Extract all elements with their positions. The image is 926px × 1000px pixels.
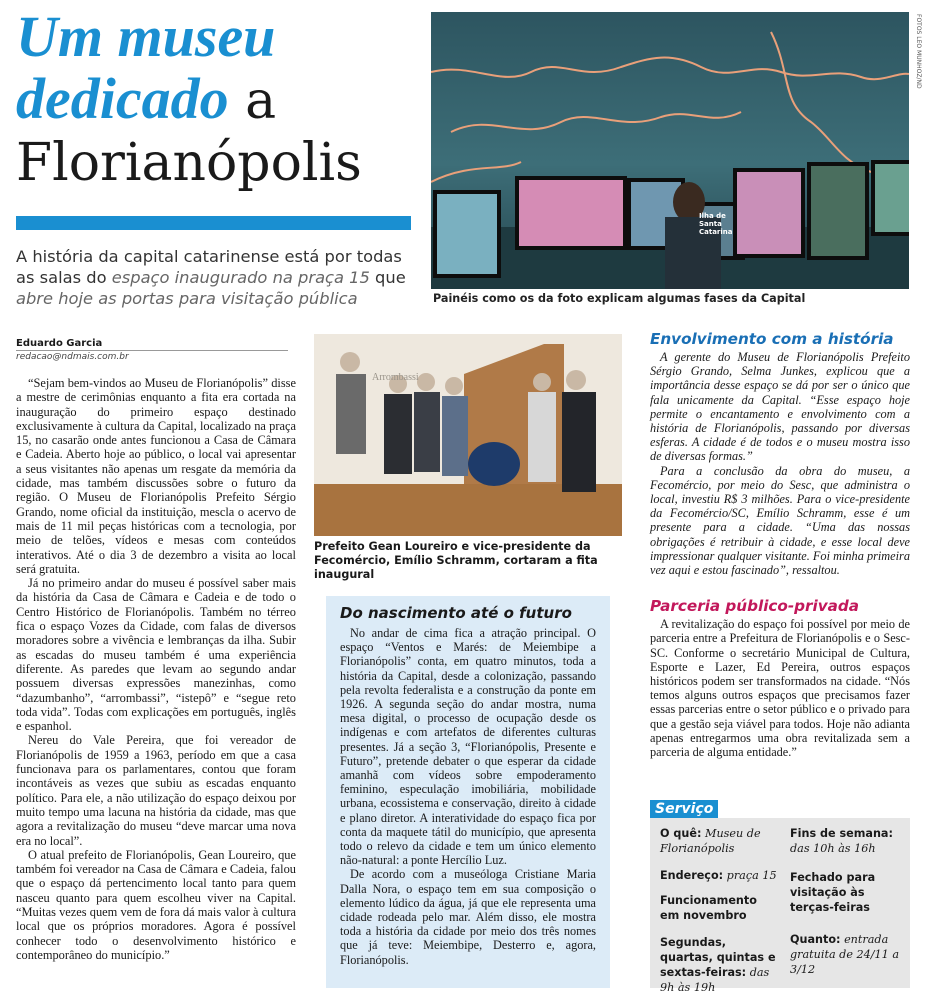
headline-line3: Florianópolis bbox=[16, 133, 362, 193]
servico-what bbox=[660, 826, 778, 856]
servico-weekend-value: das 10h às 16h bbox=[790, 842, 876, 855]
headline-line2 bbox=[16, 68, 416, 132]
headline-line1: Um museu bbox=[16, 4, 276, 69]
body-column-1 bbox=[16, 376, 296, 962]
byline-divider bbox=[16, 350, 288, 351]
servico-price bbox=[790, 932, 902, 977]
box-paragraph: De acordo com a museóloga Cristiane Maria Dalla Nora, o espaço tem em sua composição o elemento lúdico da água, já que ele representa uma cidade rodeada pelo mar. Além disso, ele mostra toda a história da cidade por meio dos três nomes que já teve: Meiembipe, Desterro e, agora, Florianópolis. bbox=[340, 867, 596, 967]
headline bbox=[16, 6, 416, 194]
headline-rule bbox=[16, 216, 411, 230]
servico-address bbox=[660, 868, 778, 883]
subhead-part2: espaço inaugurado na praça 15 bbox=[111, 268, 370, 287]
photo-credit: FOTOS LEO MUNHOZ/ND bbox=[915, 14, 922, 89]
servico-hours-label: Funcionamento em novembro bbox=[660, 894, 757, 922]
wall-text: Arrombassi bbox=[372, 372, 419, 383]
servico-weekdays-value: das 9h às 19h bbox=[660, 966, 770, 994]
servico-box bbox=[650, 818, 910, 994]
body-paragraph: O atual prefeito de Florianópolis, Gean Loureiro, que também foi vereador na Casa de Câmara e Cadeia, falou que o espaço dá pertencimento local tanto para quem nasceu quanto para quem escolheu viver na Capital. “Muitas vezes quem vem de fora dá mais valor à cultura local que os próprios moradores. Agora é possível conhecer todo o desenvolvimento histórico e contemporâneo do município.” bbox=[16, 847, 296, 962]
top-photo-caption: Painéis como os da foto explicam algumas fases da Capital bbox=[433, 292, 806, 305]
author-name: Eduardo Garcia bbox=[16, 338, 103, 349]
headline-line2-blue: dedicado bbox=[16, 66, 229, 131]
servico-weekend-label: Fins de semana: bbox=[790, 827, 893, 840]
ribbon-cutting-photo bbox=[314, 334, 622, 536]
servico-what-label: O quê: bbox=[660, 827, 702, 840]
box-paragraph: No andar de cima fica a atração principal. O espaço “Ventos e Marés: de Meiembipe a Florianópolis” conta, em quatro minutos, toda a história da Capital, desde a colonização, passando pela revolta federalista e a construção da ponte em 1926. A segunda seção do andar mostra, numa mesa digital, o processo de ocupação desde os indígenas e com artefatos de diferentes culturas presentes. Já a seção 3, “Florianópolis, Presente e Futuro”, pretende debater o que esperar da cidade amanhã com vídeos sobre empoderamento feminino, especulação imobiliária, mobilidade urbana, ecossistema e conservação, direito à cidade e plano diretor. A interatividade do espaço fica por conta da maquete tátil do município, que apresenta todo o relevo da cidade e tem um único elemento não-natural: a ponte Hercílio Luz. bbox=[340, 626, 596, 868]
section-title: Parceria público-privada bbox=[650, 597, 859, 616]
subhead-part3: que bbox=[369, 268, 406, 287]
sidebar-box bbox=[326, 596, 610, 988]
headline-line2-black: a bbox=[228, 71, 277, 131]
servico-price-label: Quanto: bbox=[790, 933, 841, 946]
servico-closed: Fechado para visitação às terças-feiras bbox=[790, 871, 876, 914]
servico-what-value: Museu de Florianópolis bbox=[660, 827, 761, 855]
servico-weekend bbox=[790, 826, 902, 856]
servico-address-label: Endereço: bbox=[660, 869, 724, 882]
box-title: Do nascimento até o futuro bbox=[340, 604, 572, 622]
map-label: Ilha de Santa Catarina bbox=[699, 212, 733, 236]
section-paragraph: A gerente do Museu de Florianópolis Prefeito Sérgio Grando, Selma Junkes, explicou que a importância desse espaço se dá por ser o único que fala unicamente da Capital. “Esse espaço hoje permite o encantamento e envolvimento com a história de Florianópolis, passando por diversas esferas. A cidade é de todos e o museu mostra isso de diversas formas.” bbox=[650, 350, 910, 464]
author-email: redacao@ndmais.com.br bbox=[16, 352, 129, 362]
body-paragraph: Já no primeiro andar do museu é possível saber mais da história da Casa de Câmara e Cadeia e de todo o Centro Histórico de Florianópolis. Também no térreo fica o espaço Vozes da Cidade, com falas de diversos moradores sobre a vivência e lembranças da ilha. Subir as escadas do museu também é uma experiência diferente. As paredes que levam ao segundo andar possuem diversas expressões manezinhas, como “dazumbanho”, “arrombassi”, “istepô” e “segue reto toda vida”. Todas com explicações em português, inglês e espanhol. bbox=[16, 576, 296, 734]
section-paragraph: Para a conclusão da obra do museu, a Fecomércio, por meio do Sesc, que administra o local, investiu R$ 3 milhões. Para o vice-presidente da Fecomércio/SC, Emílio Schramm, esse é um presente para a cidade. “Uma das nossas obrigações é retribuir à cidade, e esse local deve impressionar qualquer visitante. Foi minha primeira vez aqui e estou fascinado”, ressaltou. bbox=[650, 463, 910, 578]
body-paragraph: “Sejam bem-vindos ao Museu de Florianópolis” disse a mestre de cerimônias enquanto a fita era cortada na inauguração do primeiro espaço destinado exclusivamente à cultura da Capital, localizado na praça 15, no casarão onde antes funcionou a Casa de Câmara e Cadeia. Aberto hoje ao público, o local vai apresentar a seus visitantes não apenas um resgate da memória da cidade, mas também discussões sobre o futuro da região. O Museu de Florianópolis Prefeito Sérgio Grando, nome oficial da instituição, mescla o acervo de mais de 11 mil peças históricas com a tecnologia, por meio de telões, vídeos e mesas com conteúdos interativos. Até o dia 3 de dezembro a visita ao local será gratuita. bbox=[16, 376, 296, 576]
subheadline bbox=[16, 246, 412, 309]
servico-weekdays bbox=[660, 935, 780, 995]
servico-address-value: praça 15 bbox=[726, 869, 777, 882]
section-title: Envolvimento com a história bbox=[650, 330, 894, 348]
body-paragraph: Nereu do Vale Pereira, que foi vereador de Florianópolis de 1959 a 1963, período em que a casa funcionava para os parlamentares, contou que foram incontáveis as vezes que subiu as escadas enquanto político. Para ele, a não utilização do espaço deixou por muito tempo uma lacuna na história da cidade, mas que agora a revitalização do museu “deve marcar uma nova era no local”. bbox=[16, 733, 296, 848]
servico-heading: Serviço bbox=[650, 800, 718, 818]
ribbon-cutting-illustration bbox=[314, 334, 622, 536]
subhead-part4: abre hoje as portas para visitação pública bbox=[16, 289, 358, 308]
servico-weekdays-label: Segundas, quartas, quintas e sextas-feiras: bbox=[660, 936, 776, 979]
ribbon-photo-caption: Prefeito Gean Loureiro e vice-presidente da Fecomércio, Emílio Schramm, cortaram a fita inaugural bbox=[314, 540, 598, 581]
section-paragraph: A revitalização do espaço foi possível por meio de parceria entre a Prefeitura de Florianópolis e o Sesc-SC. Conforme o secretário Municipal de Cultura, Esporte e Lazer, Ed Pereira, outros espaços históricos podem ser transformados na cidade. “Nós temos alguns outros espaços que precisamos fazer essas parcerias entre o setor público e o privado para que a gestão seja viável para todos. Hoje não adianta apenas entregarmos uma obra revitalizada sem a parceria de alguma entidade.” bbox=[650, 617, 910, 760]
map-wall-illustration bbox=[431, 12, 909, 289]
subhead-part1: A história da capital catarinense está por todas as salas do bbox=[16, 247, 402, 287]
body-column-3 bbox=[650, 330, 910, 759]
servico-price-value: entrada gratuita de 24/11 a 3/12 bbox=[790, 933, 899, 976]
top-photo bbox=[431, 12, 909, 289]
